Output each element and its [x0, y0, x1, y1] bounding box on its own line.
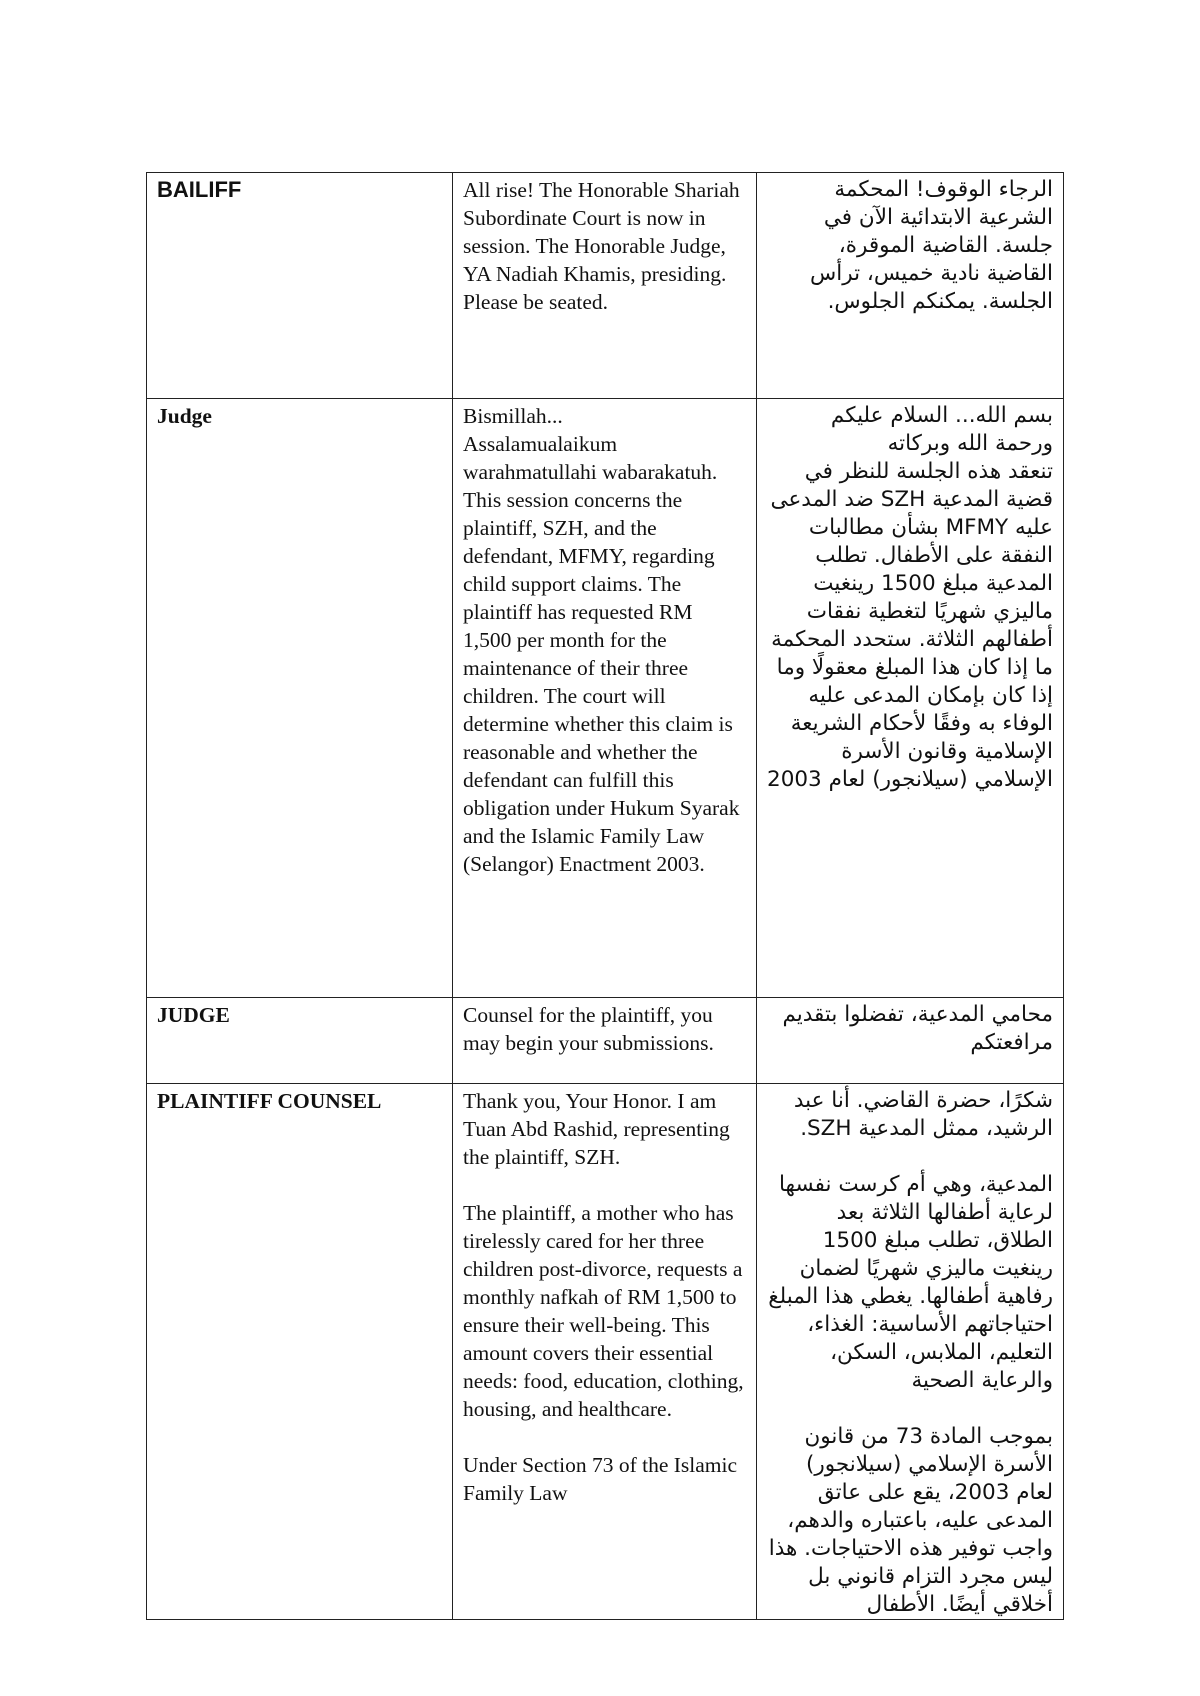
table-row — [147, 399, 1064, 998]
arabic-text-cell: بسم الله... السلام عليكم ورحمة الله وبركاته تنعقد هذه الجلسة للنظر في قضية المدعية SZH ضد المدعى عليه MFMY بشأن مطالبات النفقة على الأطفال. تطلب المدعية مبلغ 1500 رينغيت ماليزي شهريًا لتغطية نفقات أطفالهم الثلاثة. ستحدد المحكمة ما إذا كان هذا المبلغ معقولًا وما إذا كان بإمكان المدعى عليه الوفاء به وفقًا لأحكام الشريعة الإسلامية وقانون الأسرة الإسلامي (سيلانجور) لعام 2003 — [757, 399, 1064, 998]
speaker-cell: JUDGE — [147, 998, 453, 1084]
speaker-cell: BAILIFF — [147, 173, 453, 399]
arabic-text-cell: شكرًا، حضرة القاضي. أنا عبد الرشيد، ممثل المدعية SZH. المدعية، وهي أم كرست نفسها لرعاية أطفالها الثلاثة بعد الطلاق، تطلب مبلغ 1500 رينغيت ماليزي شهريًا لضمان رفاهية أطفالها. يغطي هذا المبلغ احتياجاتهم الأساسية: الغذاء، التعليم، الملابس، السكن، والرعاية الصحية بموجب المادة 73 من قانون الأسرة الإسلامي (سيلانجور) لعام 2003، يقع على عاتق المدعى عليه، باعتباره والدهم، واجب توفير هذه الاحتياجات. هذا ليس مجرد التزام قانوني بل أخلاقي أيضًا. الأطفال — [757, 1084, 1064, 1620]
english-text-cell: Bismillah... Assalamualaikum warahmatullahi wabarakatuh. This session concerns the plaintiff, SZH, and the defendant, MFMY, regarding child support claims. The plaintiff has requested RM 1,500 per month for the maintenance of their three children. The court will determine whether this claim is reasonable and whether the defendant can fulfill this obligation under Hukum Syarak and the Islamic Family Law (Selangor) Enactment 2003. — [453, 399, 757, 998]
english-text-cell: Counsel for the plaintiff, you may begin your submissions. — [453, 998, 757, 1084]
table-row — [147, 1084, 1064, 1620]
table-row — [147, 998, 1064, 1084]
speaker-cell: Judge — [147, 399, 453, 998]
speaker-cell: PLAINTIFF COUNSEL — [147, 1084, 453, 1620]
english-text-cell: All rise! The Honorable Shariah Subordinate Court is now in session. The Honorable Judge, YA Nadiah Khamis, presiding. Please be seated. — [453, 173, 757, 399]
arabic-text-cell: الرجاء الوقوف! المحكمة الشرعية الابتدائية الآن في جلسة. القاضية الموقرة، القاضية نادية خميس، ترأس الجلسة. يمكنكم الجلوس. — [757, 173, 1064, 399]
arabic-text-cell: محامي المدعية، تفضلوا بتقديم مرافعتكم — [757, 998, 1064, 1084]
table-row — [147, 173, 1064, 399]
transcript-table — [146, 172, 1064, 1620]
english-text-cell: Thank you, Your Honor. I am Tuan Abd Rashid, representing the plaintiff, SZH. The plaintiff, a mother who has tirelessly cared for her three children post-divorce, requests a monthly nafkah of RM 1,500 to ensure their well-being. This amount covers their essential needs: food, education, clothing, housing, and healthcare. Under Section 73 of the Islamic Family Law — [453, 1084, 757, 1620]
